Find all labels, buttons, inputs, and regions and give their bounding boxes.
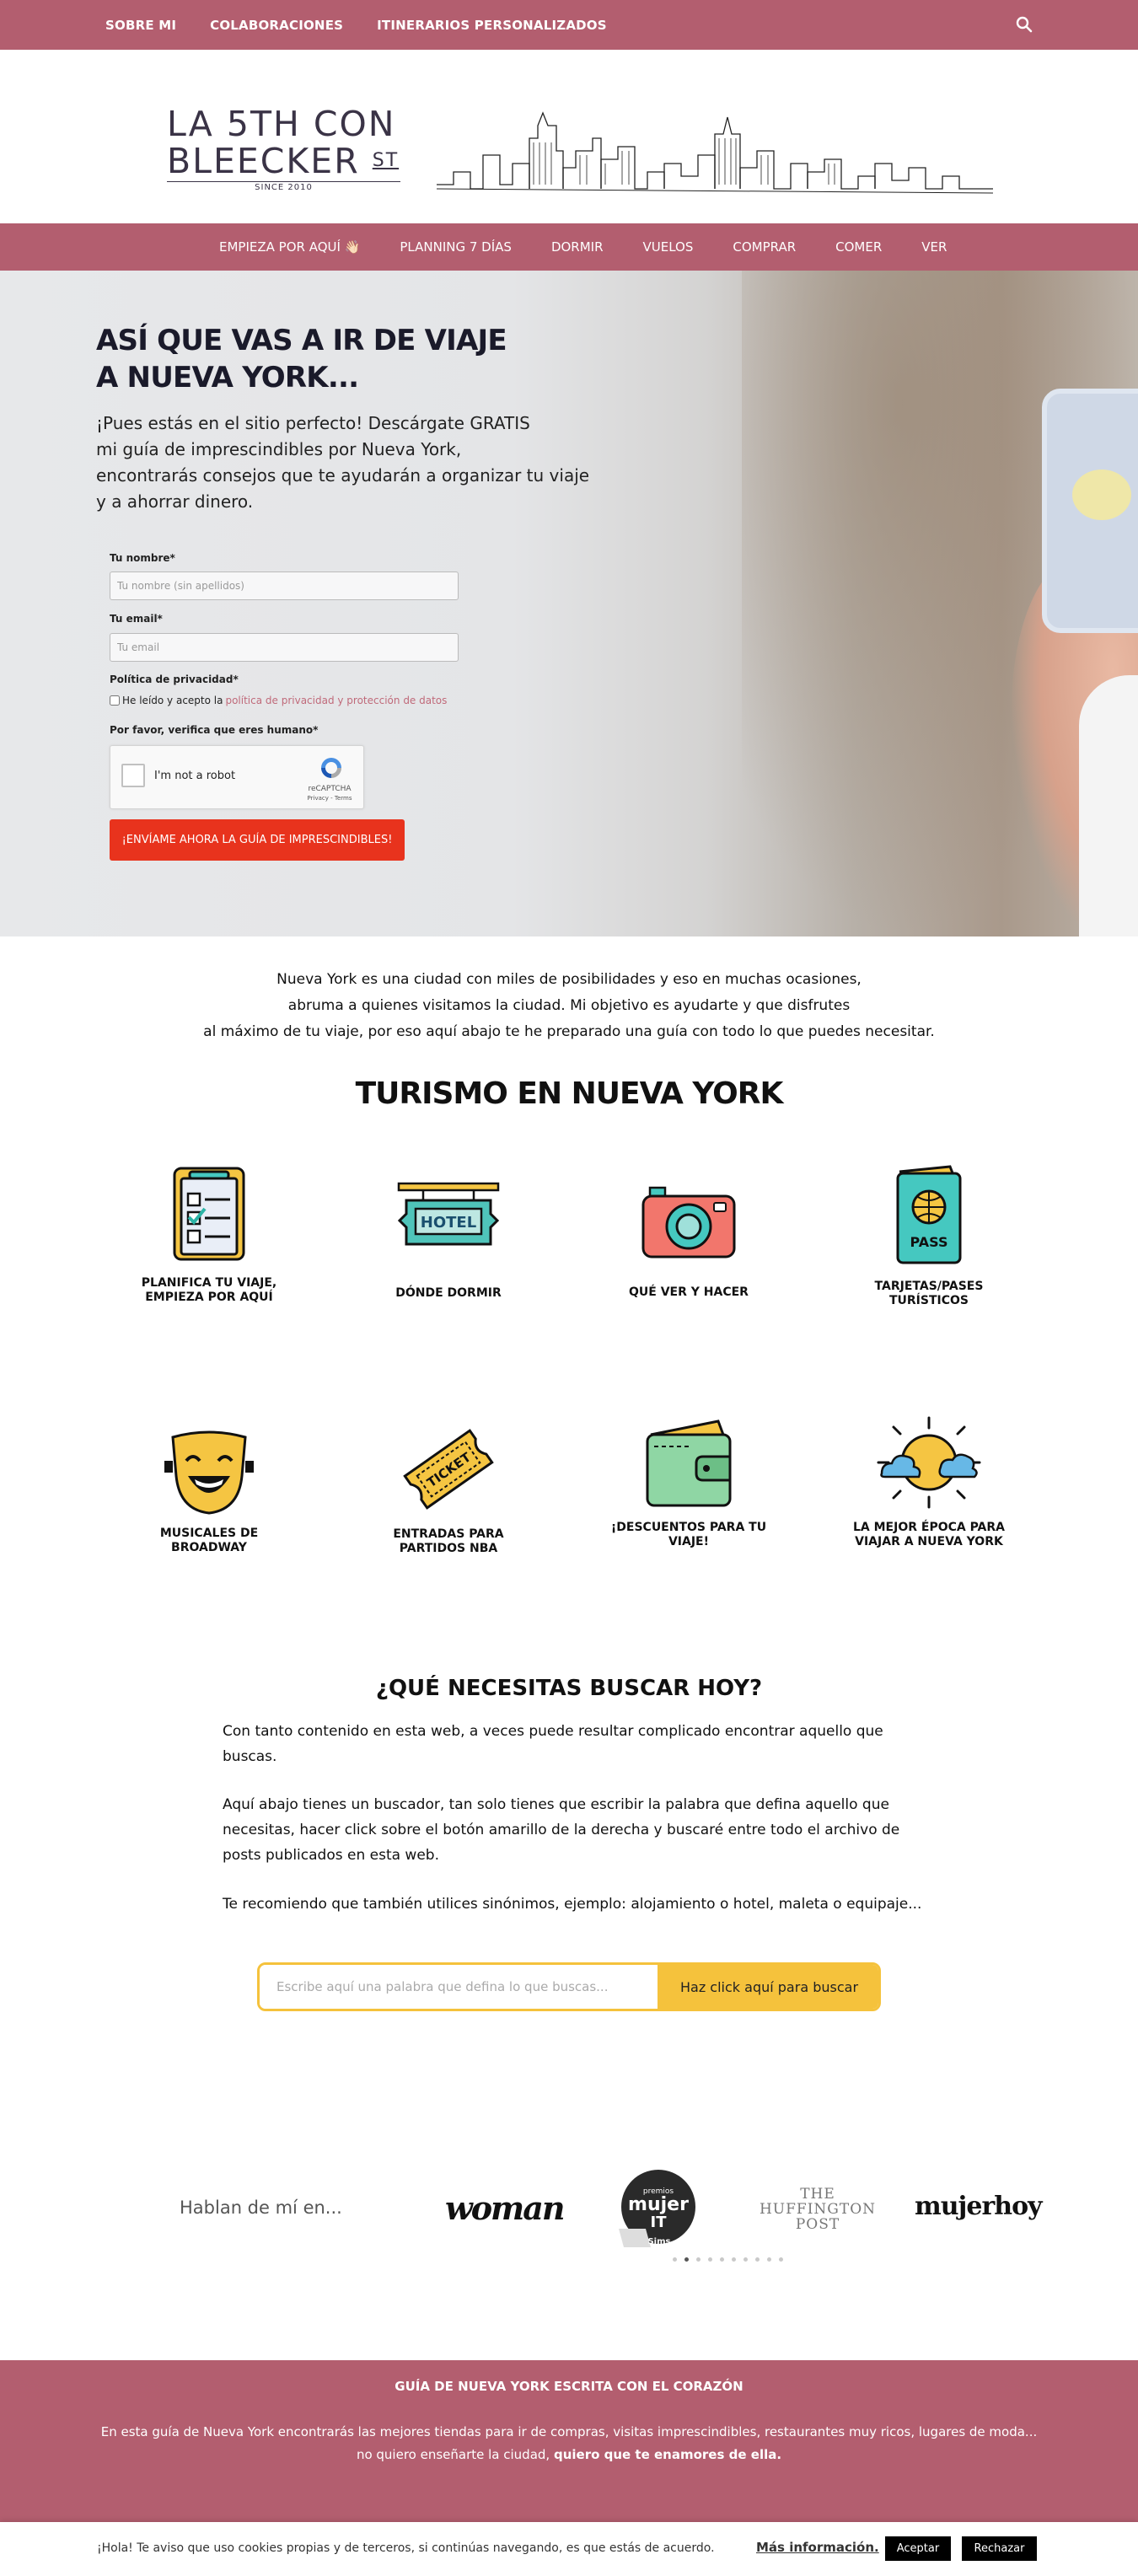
huffington-post-logo[interactable] — [750, 2187, 885, 2232]
tile-dormir-label: DÓNDE DORMIR — [395, 1286, 502, 1300]
cookie-reject-button[interactable]: Rechazar — [962, 2536, 1037, 2561]
mujer-it-badge: Sims — [647, 2237, 671, 2246]
intro-line3: al máximo de tu viaje, por eso aquí abajo te he preparado una guía con todo lo que puedes necesitar. — [203, 1023, 935, 1040]
nav-empieza-por-aqui[interactable]: EMPIEZA POR AQUÍ 👋🏻 — [219, 239, 361, 255]
privacy-text: He leído y acepto la — [122, 695, 223, 706]
nav-vuelos[interactable]: VUELOS — [642, 239, 694, 255]
camera-icon — [638, 1184, 739, 1260]
mujerhoy-logo[interactable]: mujerhoy — [915, 2192, 1042, 2221]
name-label: Tu nombre* — [110, 552, 175, 564]
hero-text-line2: mi guía de imprescindibles por Nueva York, — [96, 439, 462, 459]
recaptcha-widget — [110, 745, 364, 809]
wallet-icon — [642, 1418, 735, 1509]
hotel-sign-text: HOTEL — [420, 1214, 477, 1232]
mujer-it-it: IT — [650, 2214, 667, 2231]
email-field[interactable] — [110, 633, 459, 662]
site-search-form — [257, 1962, 881, 2011]
nav-comprar[interactable]: COMPRAR — [733, 239, 797, 255]
site-header — [0, 50, 1138, 223]
logo-line2 — [167, 142, 400, 180]
tile-tarjetas-pases[interactable] — [845, 1163, 1013, 1308]
search-para-1: Con tanto contenido en esta web, a veces puede resultar complicado encontrar aquello que buscas. — [223, 1723, 883, 1765]
hero-title-line1: ASÍ QUE VAS A IR DE VIAJE — [96, 324, 507, 357]
main-nav — [0, 223, 1138, 271]
cookie-accept-button[interactable]: Aceptar — [885, 2536, 951, 2561]
press-carousel-dots — [673, 2257, 783, 2262]
recaptcha-brand: reCAPTCHA — [308, 785, 352, 793]
intro-line2: abruma a quienes visitamos la ciudad. Mi objetivo es ayudarte y que disfrutes — [287, 997, 851, 1014]
checklist-icon — [171, 1163, 247, 1264]
carousel-dot[interactable] — [732, 2257, 736, 2262]
name-field[interactable] — [110, 572, 459, 600]
tile-epoca-line1: LA MEJOR ÉPOCA PARA — [852, 1521, 1006, 1534]
hero-phone-image — [1042, 389, 1138, 633]
sun-clouds-icon — [877, 1416, 981, 1509]
hero-title-line2: A NUEVA YORK... — [96, 361, 359, 394]
tile-que-ver[interactable] — [604, 1184, 773, 1300]
recaptcha-icon — [318, 754, 345, 781]
hero-shirt-image — [1079, 675, 1138, 936]
tile-planifica-line1: PLANIFICA TU VIAJE, — [141, 1276, 277, 1290]
logo-since: SINCE 2010 — [167, 181, 400, 192]
tile-nba-label — [364, 1527, 533, 1556]
carousel-dot[interactable] — [696, 2257, 701, 2262]
ticket-icon — [400, 1423, 497, 1516]
footer-text — [93, 2421, 1045, 2466]
hero-text-line3: encontrarás consejos que te ayudarán a organizar tu viaje — [96, 465, 590, 486]
topnav-colaboraciones[interactable]: COLABORACIONES — [210, 17, 344, 33]
send-guide-button[interactable]: ¡ENVÍAME AHORA LA GUÍA DE IMPRESCINDIBLES! — [110, 819, 405, 861]
privacy-checkbox[interactable] — [110, 695, 120, 706]
tile-pases-line2: TURÍSTICOS — [888, 1294, 969, 1307]
huff-line1: THE — [800, 2186, 835, 2203]
tourism-title: TURISMO EN NUEVA YORK — [355, 1076, 783, 1111]
cookie-text: ¡Hola! Te aviso que uso cookies propias y de terceros, si continúas navegando, es que estás de acuerdo. — [97, 2541, 715, 2555]
phone-sticker — [1072, 470, 1131, 520]
human-verify-label: Por favor, verifica que eres humano* — [110, 724, 319, 736]
tile-nba-line2: PARTIDOS NBA — [399, 1542, 498, 1555]
nav-planning-7-dias[interactable]: PLANNING 7 DÍAS — [400, 239, 512, 255]
topnav-sobre-mi[interactable]: SOBRE MI — [105, 17, 177, 33]
main-nav-list — [219, 223, 947, 271]
privacy-consent-row — [110, 695, 447, 706]
footer-title: GUÍA DE NUEVA YORK ESCRITA CON EL CORAZÓN — [395, 2379, 743, 2394]
tile-pases-line1: TARJETAS/PASES — [874, 1280, 984, 1293]
topnav-itinerarios[interactable]: ITINERARIOS PERSONALIZADOS — [377, 17, 607, 33]
site-logo[interactable] — [167, 105, 400, 192]
site-search-input[interactable] — [260, 1965, 656, 2009]
huff-line3: POST — [795, 2216, 840, 2233]
tile-musicales-label: MUSICALES DE BROADWAY — [159, 1527, 259, 1554]
passport-text: PASS — [910, 1234, 948, 1250]
nav-dormir[interactable]: DORMIR — [550, 239, 604, 255]
woman-logo[interactable]: woman — [445, 2189, 564, 2227]
tile-planifica-label — [125, 1276, 293, 1305]
recaptcha-links[interactable]: Privacy - Terms — [307, 795, 352, 802]
carousel-dot[interactable] — [720, 2257, 724, 2262]
search-icon[interactable] — [1015, 15, 1033, 34]
top-nav — [105, 0, 607, 50]
logo-bleecker: BLEECKER — [167, 141, 360, 181]
press-label: Hablan de mí en... — [180, 2198, 342, 2218]
hero-text-line1: ¡Pues estás en el sitio perfecto! Descárgate GRATIS — [96, 413, 530, 433]
footer-line2-bold: quiero que te enamores de ella. — [553, 2447, 782, 2462]
tile-descuentos[interactable] — [604, 1418, 773, 1549]
theater-mask-icon — [163, 1429, 255, 1516]
intro-text — [148, 967, 990, 1045]
privacy-policy-link[interactable]: política de privacidad y protección de datos — [225, 695, 448, 706]
cookie-banner — [0, 2522, 1138, 2576]
carousel-dot[interactable] — [673, 2257, 677, 2262]
hero-text-line4: y a ahorrar dinero. — [96, 491, 254, 512]
tile-descuentos-line2: VIAJE! — [668, 1535, 710, 1548]
email-label: Tu email* — [110, 613, 163, 625]
tile-donde-dormir[interactable] — [364, 1180, 533, 1301]
footer-line1: En esta guía de Nueva York encontrarás las mejores tiendas para ir de compras, visitas imprescindibles, restaurantes muy ricos, lugares de moda... — [100, 2424, 1038, 2439]
carousel-dot[interactable] — [779, 2257, 783, 2262]
carousel-dot[interactable] — [708, 2257, 712, 2262]
tile-planifica[interactable] — [125, 1163, 293, 1305]
tile-pases-label — [845, 1280, 1013, 1308]
search-para-2: Aquí abajo tienes un buscador, tan solo tienes que escribir la palabra que defina aquello que necesitas, hacer click sobre el botón amarillo de la derecha y buscaré entre todo el archivo de posts publicados en esta web. — [223, 1796, 900, 1864]
recaptcha-checkbox[interactable] — [121, 764, 145, 787]
tile-entradas-nba[interactable] — [364, 1423, 533, 1556]
mujer-it-main: mujer — [628, 2194, 689, 2215]
cookie-more-info-link[interactable]: Más información. — [756, 2540, 879, 2555]
top-bar — [0, 0, 1138, 50]
carousel-dot[interactable] — [684, 2257, 689, 2262]
logo-line1: LA 5TH CON — [167, 104, 396, 144]
carousel-dot[interactable] — [767, 2257, 771, 2262]
mujer-it-logo[interactable] — [615, 2168, 701, 2249]
recaptcha-label: I'm not a robot — [154, 770, 236, 782]
search-para-3: Te recomiendo que también utilices sinónimos, ejemplo: alojamiento o hotel, maleta o equipaje... — [223, 1896, 922, 1913]
hero-text — [96, 411, 619, 515]
nav-comer[interactable]: COMER — [835, 239, 883, 255]
carousel-dot[interactable] — [755, 2257, 760, 2262]
tile-mejor-epoca[interactable] — [845, 1416, 1013, 1549]
nav-ver[interactable]: VER — [921, 239, 947, 255]
tile-nba-line1: ENTRADAS PARA — [393, 1527, 504, 1541]
tile-descuentos-label — [604, 1521, 773, 1549]
huff-line2: HUFFINGTON — [759, 2201, 877, 2218]
passport-icon — [891, 1163, 967, 1268]
skyline-illustration — [437, 105, 993, 214]
tile-epoca-line2: VIAJAR A NUEVA YORK — [855, 1535, 1003, 1548]
mujer-it-top: premios — [642, 2187, 674, 2196]
carousel-dot[interactable] — [743, 2257, 748, 2262]
ticket-text: TICKET — [424, 1449, 474, 1491]
logo-st: ST — [372, 150, 400, 171]
footer-line2-plain: no quiero enseñarte la ciudad, — [356, 2447, 550, 2462]
tile-musicales[interactable] — [125, 1429, 293, 1555]
hotel-sign-icon — [394, 1180, 503, 1256]
privacy-label: Política de privacidad* — [110, 674, 239, 685]
search-section-title: ¿QUÉ NECESITAS BUSCAR HOY? — [375, 1676, 763, 1701]
site-search-button[interactable]: Haz click aquí para buscar — [658, 1965, 881, 2009]
intro-line1: Nueva York es una ciudad con miles de posibilidades y eso en muchas ocasiones, — [276, 971, 862, 988]
tile-planifica-line2: EMPIEZA POR AQUÍ — [145, 1291, 273, 1304]
hero-title — [96, 322, 602, 396]
tile-que-ver-label: QUÉ VER Y HACER — [629, 1285, 749, 1299]
tile-descuentos-line1: ¡DESCUENTOS PARA TU — [610, 1521, 767, 1534]
tile-epoca-label — [845, 1521, 1013, 1549]
